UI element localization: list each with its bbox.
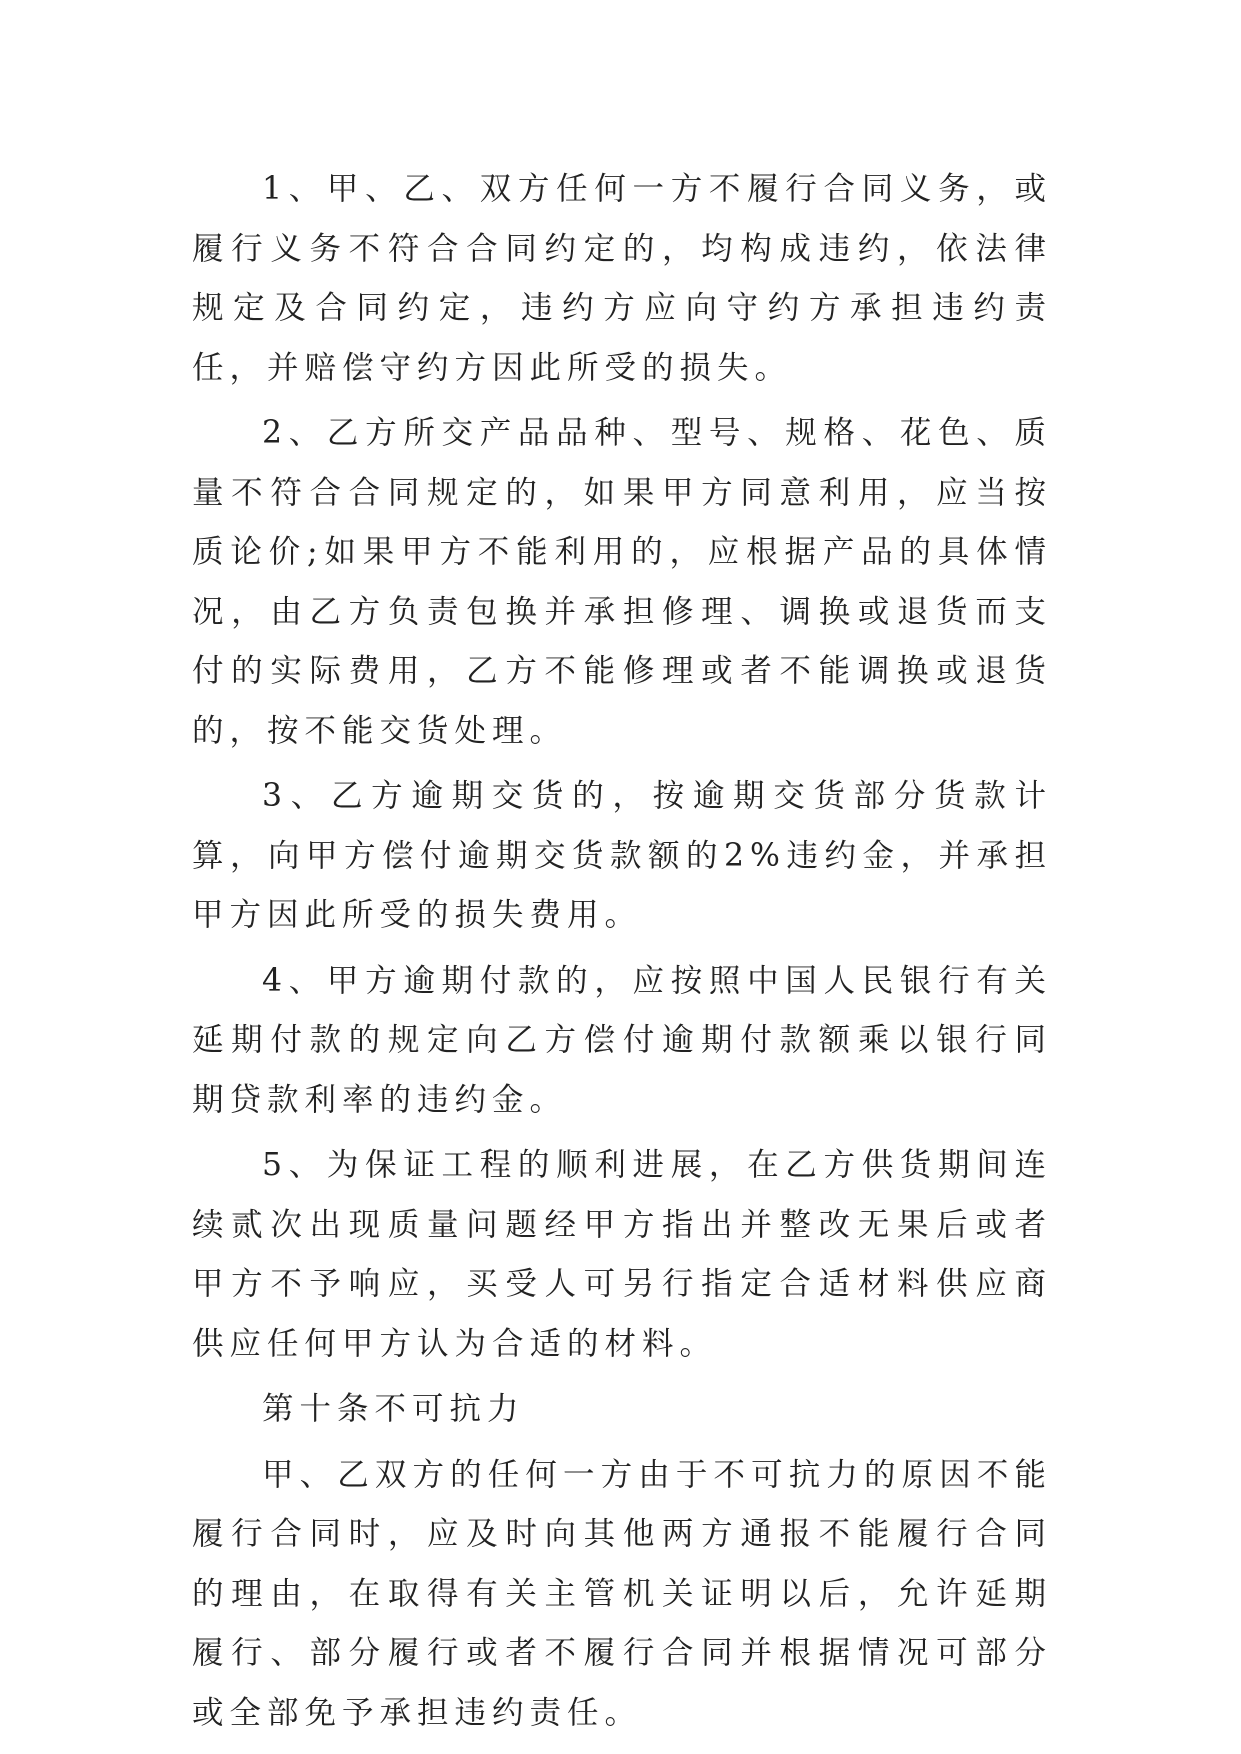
document-body [192, 160, 1052, 1749]
clause-2: 2、乙方所交产品品种、型号、规格、花色、质量不符合合同规定的，如果甲方同意利用，应当按质论价;如果甲方不能利用的，应根据产品的具体情况，由乙方负责包换并承担修理、调换或退货而支付的实际费用，乙方不能修理或者不能调换或退货的，按不能交货处理。 [192, 415, 1052, 749]
section-heading: 第十条不可抗力 [262, 1391, 525, 1427]
clause-5: 5、为保证工程的顺利进展，在乙方供货期间连续贰次出现质量问题经甲方指出并整改无果后或者甲方不予响应，买受人可另行指定合适材料供应商供应任何甲方认为合适的材料。 [192, 1147, 1052, 1362]
clause-1: 1、甲、乙、双方任何一方不履行合同义务，或履行义务不符合合同约定的，均构成违约，依法律规定及合同约定，违约方应向守约方承担违约责任，并赔偿守约方因此所受的损失。 [192, 171, 1052, 386]
section-body: 甲、乙双方的任何一方由于不可抗力的原因不能履行合同时，应及时向其他两方通报不能履行合同的理由，在取得有关主管机关证明以后，允许延期履行、部分履行或者不履行合同并根据情况可部分或全部免予承担违约责任。 [192, 1456, 1052, 1731]
clause-4: 4、甲方逾期付款的，应按照中国人民银行有关延期付款的规定向乙方偿付逾期付款额乘以银行同期贷款利率的违约金。 [192, 962, 1052, 1118]
clause-3: 3、乙方逾期交货的，按逾期交货部分货款计算，向甲方偿付逾期交货款额的2%违约金，并承担甲方因此所受的损失费用。 [192, 778, 1052, 933]
